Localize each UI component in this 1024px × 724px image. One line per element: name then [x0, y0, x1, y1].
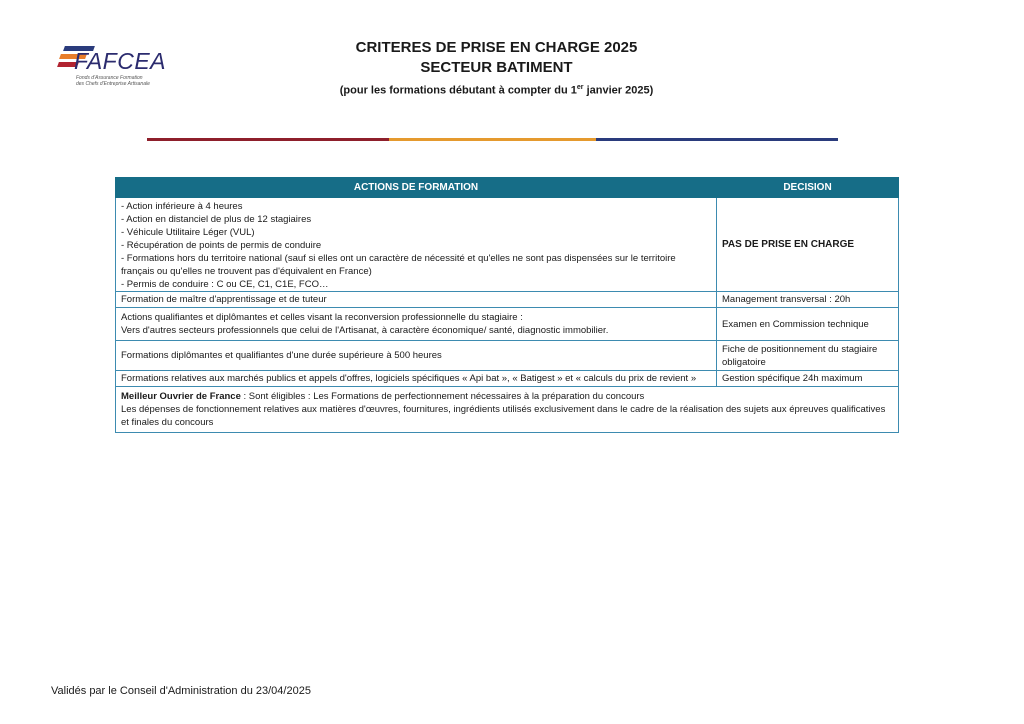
footer-validation: Validés par le Conseil d'Administration du 23/04/2025 — [51, 685, 311, 697]
row4-decision — [717, 341, 899, 371]
divider-red — [147, 138, 389, 141]
list-item: français ou qu'elles ne trouvent pas d'équivalent en France) — [121, 266, 372, 277]
subtitle-superscript: er — [576, 84, 584, 91]
logo-tagline-1: Fonds d'Assurance Formation — [76, 75, 143, 81]
subtitle-text-end: janvier 2025) — [583, 84, 654, 97]
row4-action: Formations diplômantes et qualifiantes d'une durée supérieure à 500 heures — [116, 341, 717, 371]
header-actions: ACTIONS DE FORMATION — [116, 178, 717, 198]
table-header-row — [116, 178, 899, 198]
header-decision: DECISION — [717, 178, 899, 198]
list-item: - Récupération de points de permis de conduire — [121, 240, 322, 251]
row6-bold: Meilleur Ouvrier de France — [121, 391, 241, 402]
list-item: - Action en distanciel de plus de 12 stagiaires — [121, 214, 312, 225]
table-row — [116, 387, 899, 433]
divider-orange — [389, 138, 596, 141]
list-item: - Formations hors du territoire national (sauf si elles ont un caractère de nécessité et qu'elles ne sont pas dispensées sur le territoire — [121, 253, 676, 264]
list-item: - Permis de conduire : C ou CE, C1, C1E, FCO… — [121, 279, 329, 290]
page-subtitle — [300, 80, 693, 99]
page-header — [300, 38, 693, 99]
row2-action: Formation de maître d'apprentissage et de tuteur — [116, 292, 717, 308]
row3-action — [116, 308, 717, 341]
row5-decision: Gestion spécifique 24h maximum — [717, 371, 899, 387]
list-item: - Action inférieure à 4 heures — [121, 201, 243, 212]
row4-decision-2: obligatoire — [722, 356, 766, 368]
logo-tagline-2: des Chefs d'Entreprise Artisanale — [76, 81, 150, 87]
fafcea-logo — [58, 44, 168, 92]
logo-name: FAFCEA — [74, 48, 167, 74]
table-row — [116, 341, 899, 371]
row1-decision: PAS DE PRISE EN CHARGE — [717, 198, 899, 292]
table-row — [116, 198, 899, 292]
tricolor-divider — [147, 138, 838, 141]
row3-decision: Examen en Commission technique — [717, 308, 899, 341]
row4-decision-1: Fiche de positionnement du stagiaire — [722, 343, 878, 355]
table-row — [116, 292, 899, 308]
subtitle-text: (pour les formations débutant à compter du 1 — [339, 84, 577, 97]
row2-decision: Management transversal : 20h — [717, 292, 899, 308]
table-row — [116, 308, 899, 341]
row6-mof — [116, 387, 899, 433]
table-row — [116, 371, 899, 387]
page-sector: SECTEUR BATIMENT — [420, 59, 573, 76]
logo-tagline — [76, 75, 150, 87]
page-title: CRITERES DE PRISE EN CHARGE 2025 — [355, 39, 638, 56]
divider-blue — [596, 138, 838, 141]
criteria-table — [115, 177, 899, 433]
row1-actions — [116, 198, 717, 292]
row6-text3: et finales du concours — [121, 417, 214, 428]
row6-text1: : Sont éligibles : Les Formations de perfectionnement nécessaires à la préparation du concours — [240, 391, 645, 402]
row6-text2: Les dépenses de fonctionnement relatives aux matières d'œuvres, fournitures, ingrédients utilisés exclusivement dans le cadre de la réalisation des sujets aux épreuves qualificatives — [121, 404, 886, 415]
row5-action: Formations relatives aux marchés publics et appels d'offres, logiciels spécifiques « Api bat », « Batigest » et « calculs du prix de revient » — [116, 371, 717, 387]
row3-line2: Vers d'autres secteurs professionnels que celui de l'Artisanat, à caractère économique/ santé, diagnostic immobilier. — [121, 325, 609, 336]
row3-line1: Actions qualifiantes et diplômantes et celles visant la reconversion professionnelle du stagiaire : — [121, 312, 523, 323]
list-item: - Véhicule Utilitaire Léger (VUL) — [121, 227, 255, 238]
